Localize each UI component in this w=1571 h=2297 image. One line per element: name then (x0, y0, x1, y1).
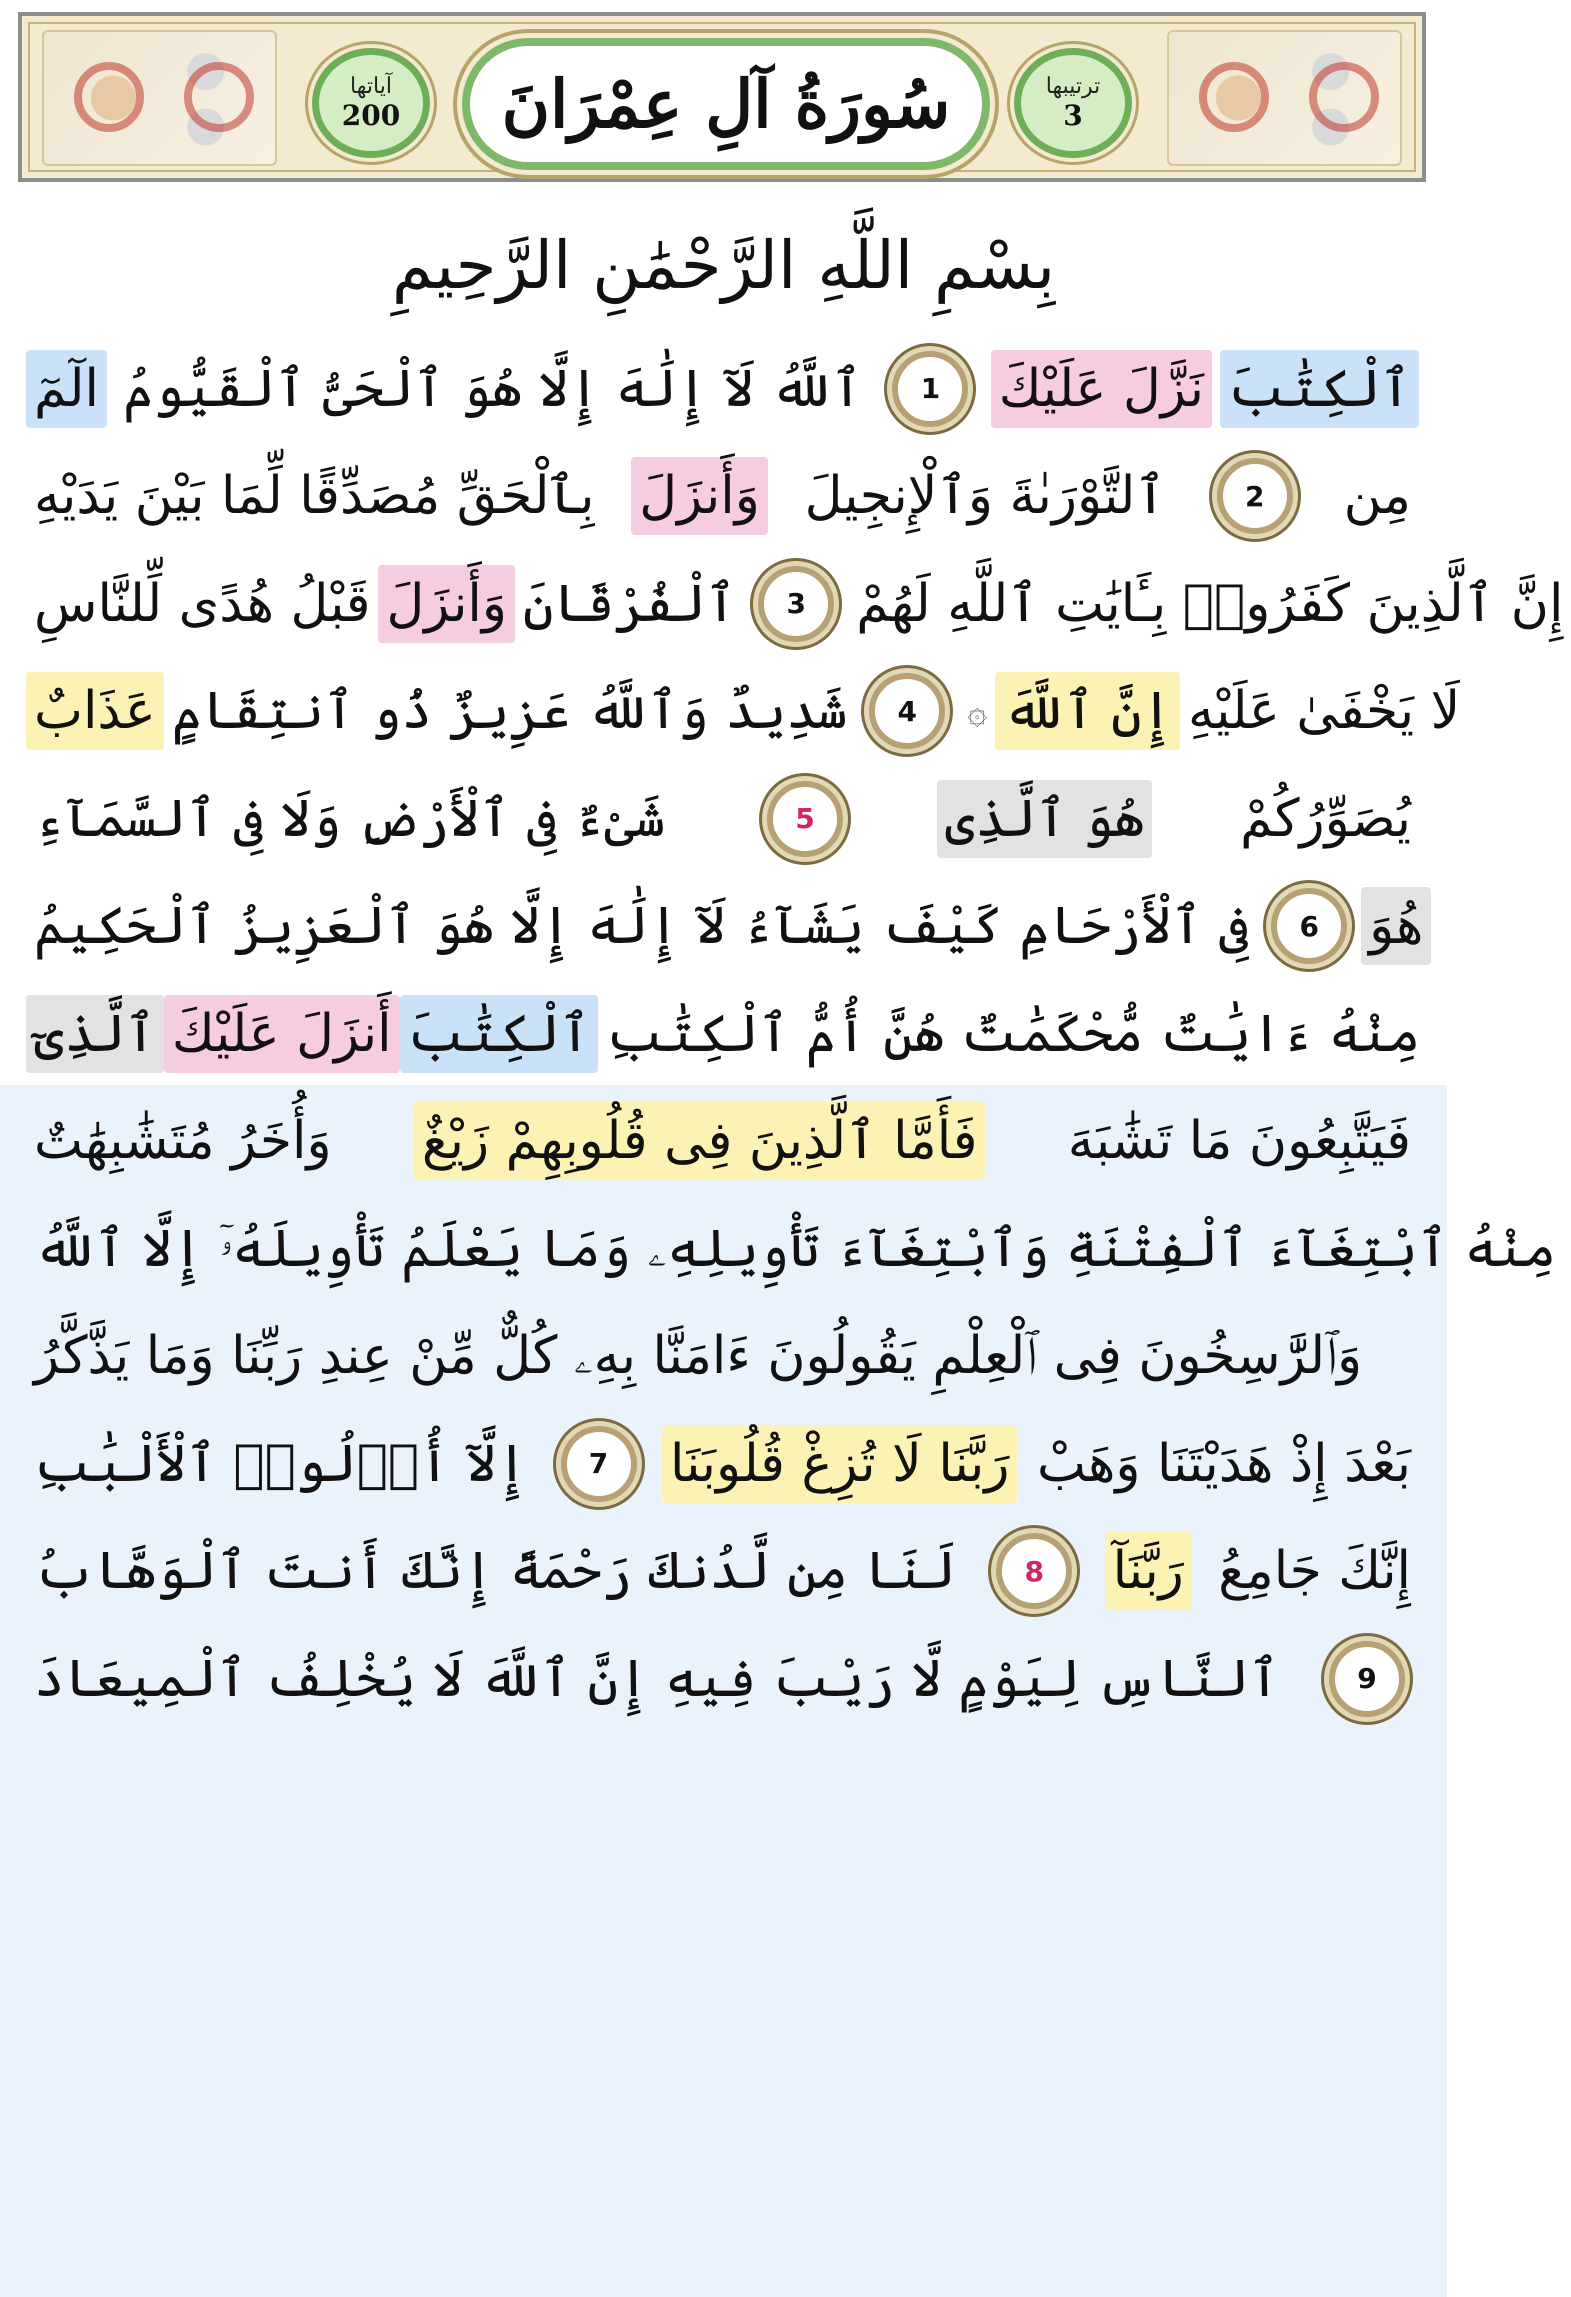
ayah-number-marker: 4 (869, 673, 945, 749)
verse-text: إِلَّآ أُو۟لُوا۟ ٱلْأَلْبَٰبِ (34, 1433, 528, 1494)
verse-text: ٱلنَّاسِ لِيَوْمٍ لَّا رَيْبَ فِيهِ إِنَّ ٱللَّهَ لَا يُخْلِفُ ٱلْمِيعَادَ (34, 1648, 1280, 1709)
ayah-number-marker: 3 (758, 566, 834, 642)
verses-label: آياتها (350, 74, 392, 99)
highlighted-phrase: هُوَ ٱلَّذِى (937, 780, 1152, 858)
floral-ornament-left-icon (42, 30, 277, 166)
verse-line (20, 335, 1425, 443)
ayah-number-marker: 7 (561, 1426, 637, 1502)
verse-line (20, 550, 1564, 658)
verses-count: 200 (341, 99, 401, 132)
verse-text: لَا يَخْفَىٰ عَلَيْهِ (1188, 681, 1461, 742)
verse-line (20, 873, 1425, 981)
highlighted-phrase: رَبَّنَآ (1105, 1532, 1192, 1610)
highlighted-phrase: ٱلَّذِىٓ (26, 995, 164, 1073)
highlighted-phrase: وَأَنزَلَ (378, 565, 515, 643)
order-number: 3 (1063, 99, 1083, 132)
verse-text: شَدِيدٌ وَٱللَّهُ عَزِيزٌ ذُو ٱنتِقَامٍ (171, 681, 848, 742)
verse-line (20, 1518, 1425, 1626)
ayah-number-marker: 8 (996, 1533, 1072, 1609)
highlighted-phrase: الٓمٓ (26, 350, 107, 428)
verse-line (20, 1410, 1425, 1518)
verse-line (20, 658, 1461, 766)
verse-line (20, 1195, 1557, 1303)
verse-text: فِى ٱلْأَرْحَامِ كَيْفَ يَشَآءُ لَآ إِلَٰهَ إِلَّا هُوَ ٱلْعَزِيزُ ٱلْحَكِيمُ (34, 896, 1250, 957)
surah-order-badge (1014, 48, 1132, 158)
verse-text: ٱلتَّوْرَىٰةَ وَٱلْإِنجِيلَ (804, 466, 1166, 527)
verse-text: إِنَّ ٱلَّذِينَ كَفَرُوا۟ بِـَٔايَٰتِ ٱللَّهِ لَهُمْ (856, 573, 1564, 634)
ayah-number-marker: 6 (1271, 888, 1347, 964)
verse-line (20, 980, 1425, 1088)
verse-lines (20, 335, 1564, 1733)
verse-text: مِنْهُ ءَايَٰتٌ مُّحْكَمَٰتٌ هُنَّ أُمُّ ٱلْكِتَٰبِ (606, 1003, 1421, 1064)
surah-title: سُورَةُ آلِ عِمْرَانَ (501, 65, 951, 143)
verse-line (20, 443, 1425, 551)
ayah-number-marker: 9 (1329, 1641, 1405, 1717)
floral-ornament-right-icon (1167, 30, 1402, 166)
highlighted-phrase: نَزَّلَ عَلَيْكَ (991, 350, 1212, 428)
verse-text: يُصَوِّرُكُمْ (1240, 788, 1411, 849)
highlighted-phrase: ٱلْكِتَٰبَ (1220, 350, 1419, 428)
hizb-star-icon: ۞ (967, 691, 988, 732)
highlighted-phrase: رَبَّنَا لَا تُزِغْ قُلُوبَنَا (662, 1425, 1018, 1503)
basmala: بِسْمِ اللَّهِ الرَّحْمَٰنِ الرَّحِيمِ (391, 226, 1056, 304)
highlighted-phrase: فَأَمَّا ٱلَّذِينَ فِى قُلُوبِهِمْ زَيْغٌ (414, 1102, 986, 1180)
verse-text: شَىْءٌ فِى ٱلْأَرْضِ وَلَا فِى ٱلسَّمَآءِ (34, 788, 666, 849)
ayah-number-marker: 5 (767, 781, 843, 857)
verse-line (20, 1303, 1425, 1411)
verse-text: بَعْدَ إِذْ هَدَيْتَنَا وَهَبْ (1036, 1433, 1411, 1494)
verse-line (20, 1088, 1425, 1196)
highlighted-phrase: إِنَّ ٱللَّهَ (995, 672, 1180, 750)
highlighted-phrase: أَنزَلَ عَلَيْكَ (164, 995, 400, 1073)
verse-text: مِن (1343, 466, 1411, 527)
verse-text: ٱللَّهُ لَآ إِلَٰهَ إِلَّا هُوَ ٱلْحَىُّ ٱلْقَيُّومُ (123, 358, 863, 419)
verse-line (20, 1625, 1425, 1733)
verse-text: لَنَا مِن لَّدُنكَ رَحْمَةً إِنَّكَ أَنتَ ٱلْوَهَّابُ (34, 1541, 956, 1602)
verse-text: ٱلْفُرْقَانَ (523, 573, 737, 634)
ayah-number-marker: 1 (892, 351, 968, 427)
verse-text: بِٱلْحَقِّ مُصَدِّقًا لِّمَا بَيْنَ يَدَيْهِ (34, 466, 595, 527)
verses-count-badge (312, 48, 430, 158)
order-label: ترتيبها (1045, 74, 1101, 99)
highlighted-phrase: ٱلْكِتَٰبَ (400, 995, 599, 1073)
highlighted-phrase: عَذَابٌ (26, 672, 164, 750)
highlighted-phrase: وَأَنزَلَ (631, 457, 768, 535)
verse-text: قَبْلُ هُدًى لِّلنَّاسِ (34, 573, 371, 634)
surah-header (18, 12, 1426, 182)
surah-title-cartouche (462, 38, 990, 170)
verse-text: مِنْهُ ٱبْتِغَآءَ ٱلْفِتْنَةِ وَٱبْتِغَآءَ تَأْوِيلِهِۦ وَمَا يَعْلَمُ تَأْوِيلَهُۥٓ إِلَّا ٱللَّهُ (34, 1218, 1557, 1279)
highlighted-phrase: هُوَ (1361, 887, 1431, 965)
verse-text: إِنَّكَ جَامِعُ (1218, 1541, 1411, 1602)
verse-text: وَأُخَرُ مُتَشَٰبِهَٰتٌ (34, 1111, 332, 1172)
verse-line (20, 765, 1425, 873)
verse-text: وَٱلرَّٰسِخُونَ فِى ٱلْعِلْمِ يَقُولُونَ ءَامَنَّا بِهِۦ كُلٌّ مِّنْ عِندِ رَبِّنَا وَمَا يَذَّكَّرُ (34, 1326, 1363, 1387)
ayah-number-marker: 2 (1217, 458, 1293, 534)
verse-text: فَيَتَّبِعُونَ مَا تَشَٰبَهَ (1067, 1111, 1411, 1172)
